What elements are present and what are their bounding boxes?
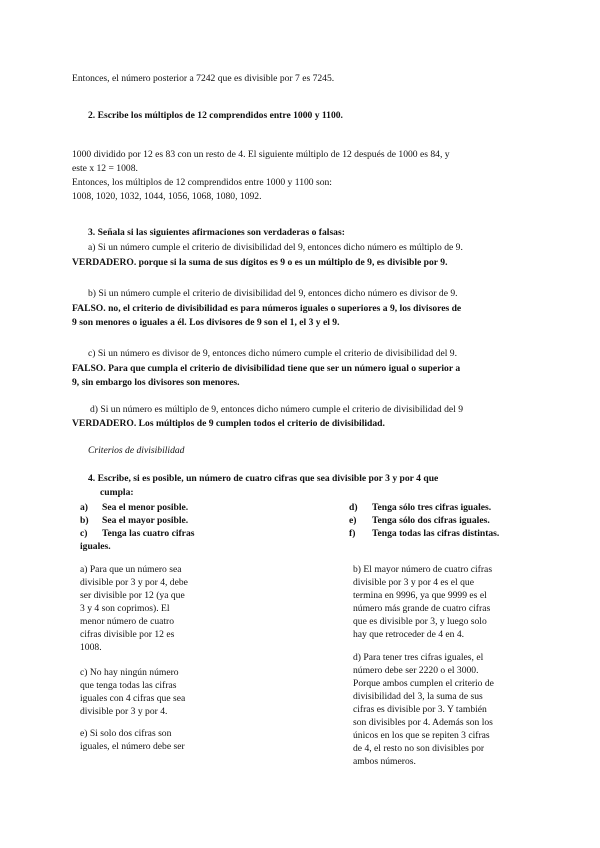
q4-option-a: Sea el menor posible. (102, 502, 189, 513)
criterios-heading: Criterios de divisibilidad (88, 445, 185, 456)
q2-line: 1000 dividido por 12 es 83 con un resto de 4. El siguiente múltiplo de 12 después de 1000 es 84, y (72, 149, 450, 160)
q4-answer-b: b) El mayor número de cuatro cifras divisible por 3 y por 4 es el que termina en 9996, ya que 9999 es el número más grande de cuatro cifras que es divisible por 3, y luego solo hay que retroceder de 4 en 4. (353, 564, 493, 640)
q3-c-answer: FALSO. Para que cumpla el criterio de divisibilidad tiene que ser un número igual o superior a (72, 363, 461, 374)
q4-option-letter: f) (349, 528, 356, 539)
q3-b-answer: 9 son menores o iguales a él. Los divisores de 9 son el 1, el 3 y el 9. (72, 317, 340, 328)
q4-option-e: Tenga sólo dos cifras iguales. (372, 515, 490, 526)
q3-c-answer: 9, sin embargo los divisores son menores. (72, 377, 240, 388)
q2-line: 1008, 1020, 1032, 1044, 1056, 1068, 1080, 1092. (72, 191, 262, 202)
q4-option-c-cont: iguales. (80, 541, 111, 552)
q4-answer-e: e) Si solo dos cifras son iguales, el número debe ser (80, 728, 185, 752)
q4-title-cont: cumpla: (100, 487, 134, 498)
q3-b-statement: b) Si un número cumple el criterio de divisibilidad del 9, entonces dicho número es divisor de 9. (88, 288, 458, 299)
q2-title: 2. Escribe los múltiplos de 12 comprendidos entre 1000 y 1100. (88, 110, 343, 121)
q4-answer-c: c) No hay ningún número que tenga todas las cifras iguales con 4 cifras que sea divisible por 3 y por 4. (80, 667, 186, 717)
q3-a-statement: a) Si un número cumple el criterio de divisibilidad del 9, entonces dicho número es múltiplo de 9. (88, 242, 463, 253)
q4-option-letter: d) (349, 502, 358, 513)
intro-text: Entonces, el número posterior a 7242 que es divisible por 7 es 7245. (72, 73, 335, 84)
q3-c-statement: c) Si un número es divisor de 9, entonces dicho número cumple el criterio de divisibilidad del 9. (88, 348, 458, 359)
q3-d-answer: VERDADERO. Los múltiplos de 9 cumplen todos el criterio de divisibilidad. (72, 418, 385, 429)
q4-option-letter: a) (80, 502, 88, 513)
q2-line: Entonces, los múltiplos de 12 comprendidos entre 1000 y 1100 son: (72, 177, 332, 188)
q3-d-statement: d) Si un número es múltiplo de 9, entonces dicho número cumple el criterio de divisibilidad del 9 (90, 404, 464, 415)
q3-a-answer: VERDADERO. porque si la suma de sus dígitos es 9 o es un múltiplo de 9, es divisible por 9. (72, 257, 448, 268)
q4-option-letter: b) (80, 515, 89, 526)
q4-option-b: Sea el mayor posible. (102, 515, 189, 526)
q4-option-d: Tenga sólo tres cifras iguales. (372, 502, 492, 513)
q4-option-letter: c) (80, 528, 88, 539)
q4-title: 4. Escribe, si es posible, un número de cuatro cifras que sea divisible por 3 y por 4 que (88, 473, 439, 484)
q2-line: este x 12 = 1008. (72, 163, 138, 174)
q4-option-c: Tenga las cuatro cifras (102, 528, 195, 539)
q3-title: 3. Señala si las siguientes afirmaciones son verdaderas o falsas: (88, 227, 345, 238)
q4-option-f: Tenga todas las cifras distintas. (372, 528, 500, 539)
q4-option-letter: e) (349, 515, 357, 526)
q4-answer-d: d) Para tener tres cifras iguales, el número debe ser 2220 o el 3000. Porque ambos cumplen el criterio de divisibilidad del 3, la suma de sus cifras es divisible por 3. Y también son divisibles por 4. Además son los únicos en los que se repiten 3 cifras de 4, el resto no son divisibles por ambos números. (353, 652, 494, 767)
q3-b-answer: FALSO. no, el criterio de divisibilidad es para números iguales o superiores a 9, los divisores de (72, 303, 462, 314)
q4-answer-a: a) Para que un número sea divisible por 3 y por 4, debe ser divisible por 12 (ya que 3 y 4 son coprimos). El menor número de cuatro cifras divisible por 12 es 1008. (80, 564, 188, 653)
